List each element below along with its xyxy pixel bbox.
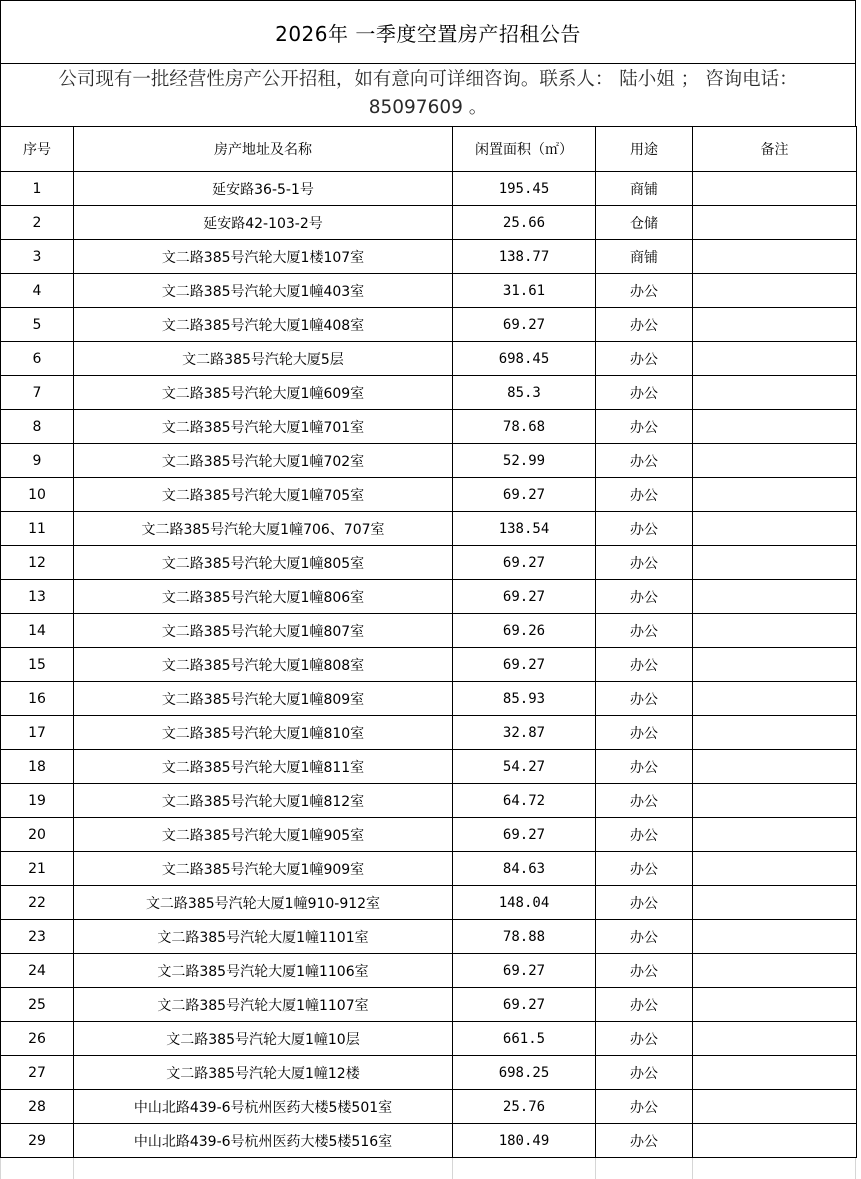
cell-remark[interactable]: [693, 444, 857, 478]
cell-usage[interactable]: 办公: [596, 1056, 693, 1090]
cell-area[interactable]: 52.99: [453, 444, 596, 478]
cell-remark[interactable]: [693, 920, 857, 954]
cell-index[interactable]: 6: [1, 342, 74, 376]
cell-address[interactable]: 文二路385号汽轮大厦1幢1101室: [74, 920, 453, 954]
cell-usage[interactable]: 办公: [596, 1022, 693, 1056]
cell-usage[interactable]: 办公: [596, 648, 693, 682]
cell-area[interactable]: 25.66: [453, 206, 596, 240]
cell-usage[interactable]: 办公: [596, 1124, 693, 1158]
cell-address[interactable]: 文二路385号汽轮大厦1幢811室: [74, 750, 453, 784]
announcement-title[interactable]: 2026年 一季度空置房产招租公告: [0, 0, 856, 64]
cell-usage[interactable]: 办公: [596, 750, 693, 784]
cell-index[interactable]: 3: [1, 240, 74, 274]
cell-usage[interactable]: 办公: [596, 682, 693, 716]
cell-index[interactable]: 5: [1, 308, 74, 342]
table-row: [1, 580, 857, 614]
cell-index[interactable]: 8: [1, 410, 74, 444]
cell-usage[interactable]: 办公: [596, 410, 693, 444]
table-row: [1, 852, 857, 886]
cell-area[interactable]: 69.27: [453, 580, 596, 614]
cell-address[interactable]: 中山北路439-6号杭州医药大楼5楼516室: [74, 1124, 453, 1158]
cell-address[interactable]: 文二路385号汽轮大厦1幢909室: [74, 852, 453, 886]
next-empty-row: [0, 1158, 856, 1179]
cell-index[interactable]: 29: [1, 1124, 74, 1158]
cell-remark[interactable]: [693, 512, 857, 546]
cell-index[interactable]: 12: [1, 546, 74, 580]
cell-usage[interactable]: 办公: [596, 580, 693, 614]
cell-usage[interactable]: 办公: [596, 988, 693, 1022]
cell-usage[interactable]: 仓储: [596, 206, 693, 240]
table-row: [1, 1124, 857, 1158]
table-row: [1, 1022, 857, 1056]
header-area[interactable]: 闲置面积（㎡）: [453, 127, 596, 172]
cell-area[interactable]: 698.45: [453, 342, 596, 376]
cell-index[interactable]: 24: [1, 954, 74, 988]
cell-address[interactable]: 文二路385号汽轮大厦1楼107室: [74, 240, 453, 274]
cell-address[interactable]: 文二路385号汽轮大厦1幢805室: [74, 546, 453, 580]
cell-area[interactable]: 698.25: [453, 1056, 596, 1090]
table-row: [1, 512, 857, 546]
cell-usage[interactable]: 办公: [596, 308, 693, 342]
cell-address[interactable]: 文二路385号汽轮大厦1幢810室: [74, 716, 453, 750]
cell-index[interactable]: 17: [1, 716, 74, 750]
cell-usage[interactable]: 办公: [596, 444, 693, 478]
header-remark[interactable]: 备注: [693, 127, 857, 172]
cell-address[interactable]: 文二路385号汽轮大厦1幢705室: [74, 478, 453, 512]
cell-area[interactable]: 69.27: [453, 546, 596, 580]
cell-index[interactable]: 18: [1, 750, 74, 784]
table-row: [1, 920, 857, 954]
cell-address[interactable]: 文二路385号汽轮大厦1幢812室: [74, 784, 453, 818]
cell-area[interactable]: 69.27: [453, 478, 596, 512]
table-row: [1, 1056, 857, 1090]
cell-usage[interactable]: 商铺: [596, 240, 693, 274]
table-row: [1, 716, 857, 750]
cell-remark[interactable]: [693, 1056, 857, 1090]
cell-usage[interactable]: 办公: [596, 784, 693, 818]
cell-area[interactable]: 32.87: [453, 716, 596, 750]
cell-area[interactable]: 69.27: [453, 954, 596, 988]
table-row: [1, 240, 857, 274]
table-header-row: [1, 127, 857, 172]
cell-index[interactable]: 19: [1, 784, 74, 818]
cell-remark[interactable]: [693, 852, 857, 886]
table-row: [1, 478, 857, 512]
cell-usage[interactable]: 办公: [596, 274, 693, 308]
cell-remark[interactable]: [693, 716, 857, 750]
cell-area[interactable]: 69.26: [453, 614, 596, 648]
table-row: [1, 818, 857, 852]
cell-address[interactable]: 延安路36-5-1号: [74, 172, 453, 206]
table-row: [1, 886, 857, 920]
cell-remark[interactable]: [693, 784, 857, 818]
cell-area[interactable]: 69.27: [453, 648, 596, 682]
header-usage[interactable]: 用途: [596, 127, 693, 172]
cell-usage[interactable]: 办公: [596, 376, 693, 410]
table-row: [1, 954, 857, 988]
cell-remark[interactable]: [693, 206, 857, 240]
cell-index[interactable]: 23: [1, 920, 74, 954]
cell-remark[interactable]: [693, 614, 857, 648]
cell-remark[interactable]: [693, 648, 857, 682]
cell-index[interactable]: 16: [1, 682, 74, 716]
cell-usage[interactable]: 办公: [596, 478, 693, 512]
cell-area[interactable]: 661.5: [453, 1022, 596, 1056]
cell-area[interactable]: 25.76: [453, 1090, 596, 1124]
cell-address[interactable]: 文二路385号汽轮大厦1幢808室: [74, 648, 453, 682]
cell-index[interactable]: 28: [1, 1090, 74, 1124]
cell-usage[interactable]: 商铺: [596, 172, 693, 206]
cell-address[interactable]: 文二路385号汽轮大厦1幢12楼: [74, 1056, 453, 1090]
cell-remark[interactable]: [693, 240, 857, 274]
cell-area[interactable]: 195.45: [453, 172, 596, 206]
cell-area[interactable]: 78.68: [453, 410, 596, 444]
property-table: [0, 126, 857, 1158]
cell-remark[interactable]: [693, 1022, 857, 1056]
table-row: [1, 410, 857, 444]
cell-area[interactable]: 85.3: [453, 376, 596, 410]
cell-remark[interactable]: [693, 954, 857, 988]
cell-area[interactable]: 69.27: [453, 988, 596, 1022]
cell-area[interactable]: 69.27: [453, 308, 596, 342]
cell-index[interactable]: 22: [1, 886, 74, 920]
table-row: [1, 172, 857, 206]
cell-address[interactable]: 文二路385号汽轮大厦1幢403室: [74, 274, 453, 308]
cell-area[interactable]: 180.49: [453, 1124, 596, 1158]
table-row: [1, 614, 857, 648]
cell-remark[interactable]: [693, 172, 857, 206]
cell-address[interactable]: 文二路385号汽轮大厦1幢706、707室: [74, 512, 453, 546]
cell-address[interactable]: 延安路42-103-2号: [74, 206, 453, 240]
cell-index[interactable]: 27: [1, 1056, 74, 1090]
cell-index[interactable]: 15: [1, 648, 74, 682]
cell-index[interactable]: 11: [1, 512, 74, 546]
notice-cell[interactable]: [0, 63, 856, 127]
cell-area[interactable]: 54.27: [453, 750, 596, 784]
cell-area[interactable]: 85.93: [453, 682, 596, 716]
cell-address[interactable]: 文二路385号汽轮大厦1幢609室: [74, 376, 453, 410]
cell-area[interactable]: 84.63: [453, 852, 596, 886]
cell-usage[interactable]: 办公: [596, 920, 693, 954]
cell-remark[interactable]: [693, 478, 857, 512]
cell-address[interactable]: 文二路385号汽轮大厦1幢702室: [74, 444, 453, 478]
cell-address[interactable]: 中山北路439-6号杭州医药大楼5楼501室: [74, 1090, 453, 1124]
cell-address[interactable]: 文二路385号汽轮大厦1幢701室: [74, 410, 453, 444]
cell-address[interactable]: 文二路385号汽轮大厦1幢905室: [74, 818, 453, 852]
cell-index[interactable]: 10: [1, 478, 74, 512]
cell-remark[interactable]: [693, 1124, 857, 1158]
cell-address[interactable]: 文二路385号汽轮大厦1幢807室: [74, 614, 453, 648]
cell-usage[interactable]: 办公: [596, 342, 693, 376]
cell-remark[interactable]: [693, 818, 857, 852]
cell-index[interactable]: 2: [1, 206, 74, 240]
notice-line-2: 85097609 。: [368, 97, 488, 118]
cell-usage[interactable]: 办公: [596, 716, 693, 750]
cell-address[interactable]: 文二路385号汽轮大厦1幢806室: [74, 580, 453, 614]
header-address[interactable]: 房产地址及名称: [74, 127, 453, 172]
cell-address[interactable]: 文二路385号汽轮大厦5层: [74, 342, 453, 376]
table-row: [1, 444, 857, 478]
table-row: [1, 546, 857, 580]
cell-address[interactable]: 文二路385号汽轮大厦1幢1107室: [74, 988, 453, 1022]
table-row: [1, 750, 857, 784]
cell-usage[interactable]: 办公: [596, 818, 693, 852]
cell-area[interactable]: 138.77: [453, 240, 596, 274]
cell-address[interactable]: 文二路385号汽轮大厦1幢809室: [74, 682, 453, 716]
cell-usage[interactable]: 办公: [596, 954, 693, 988]
table-body: [1, 172, 857, 1158]
table-row: [1, 376, 857, 410]
cell-area[interactable]: 31.61: [453, 274, 596, 308]
cell-remark[interactable]: [693, 750, 857, 784]
cell-area[interactable]: 138.54: [453, 512, 596, 546]
cell-remark[interactable]: [693, 886, 857, 920]
table-row: [1, 988, 857, 1022]
table-row: [1, 308, 857, 342]
cell-index[interactable]: 21: [1, 852, 74, 886]
cell-remark[interactable]: [693, 988, 857, 1022]
table-row: [1, 682, 857, 716]
cell-remark[interactable]: [693, 580, 857, 614]
cell-remark[interactable]: [693, 546, 857, 580]
cell-remark[interactable]: [693, 308, 857, 342]
cell-area[interactable]: 69.27: [453, 818, 596, 852]
table-row: [1, 784, 857, 818]
table-row: [1, 648, 857, 682]
cell-remark[interactable]: [693, 682, 857, 716]
cell-remark[interactable]: [693, 342, 857, 376]
table-row: [1, 274, 857, 308]
cell-index[interactable]: 1: [1, 172, 74, 206]
table-row: [1, 342, 857, 376]
cell-area[interactable]: 78.88: [453, 920, 596, 954]
header-index[interactable]: 序号: [1, 127, 74, 172]
cell-remark[interactable]: [693, 410, 857, 444]
table-row: [1, 1090, 857, 1124]
table-row: [1, 206, 857, 240]
cell-area[interactable]: 148.04: [453, 886, 596, 920]
cell-index[interactable]: 25: [1, 988, 74, 1022]
cell-remark[interactable]: [693, 274, 857, 308]
cell-index[interactable]: 4: [1, 274, 74, 308]
cell-index[interactable]: 14: [1, 614, 74, 648]
cell-address[interactable]: 文二路385号汽轮大厦1幢408室: [74, 308, 453, 342]
cell-address[interactable]: 文二路385号汽轮大厦1幢10层: [74, 1022, 453, 1056]
cell-usage[interactable]: 办公: [596, 546, 693, 580]
cell-index[interactable]: 7: [1, 376, 74, 410]
cell-usage[interactable]: 办公: [596, 614, 693, 648]
cell-remark[interactable]: [693, 376, 857, 410]
cell-area[interactable]: 64.72: [453, 784, 596, 818]
cell-index[interactable]: 26: [1, 1022, 74, 1056]
cell-index[interactable]: 13: [1, 580, 74, 614]
cell-usage[interactable]: 办公: [596, 852, 693, 886]
cell-usage[interactable]: 办公: [596, 1090, 693, 1124]
notice-line-1: 公司现有一批经营性房产公开招租，如有意向可详细咨询。联系人： 陆小姐 ； 咨询电话：: [58, 69, 798, 90]
cell-address[interactable]: 文二路385号汽轮大厦1幢1106室: [74, 954, 453, 988]
cell-remark[interactable]: [693, 1090, 857, 1124]
cell-index[interactable]: 20: [1, 818, 74, 852]
cell-address[interactable]: 文二路385号汽轮大厦1幢910-912室: [74, 886, 453, 920]
cell-index[interactable]: 9: [1, 444, 74, 478]
cell-usage[interactable]: 办公: [596, 886, 693, 920]
cell-usage[interactable]: 办公: [596, 512, 693, 546]
